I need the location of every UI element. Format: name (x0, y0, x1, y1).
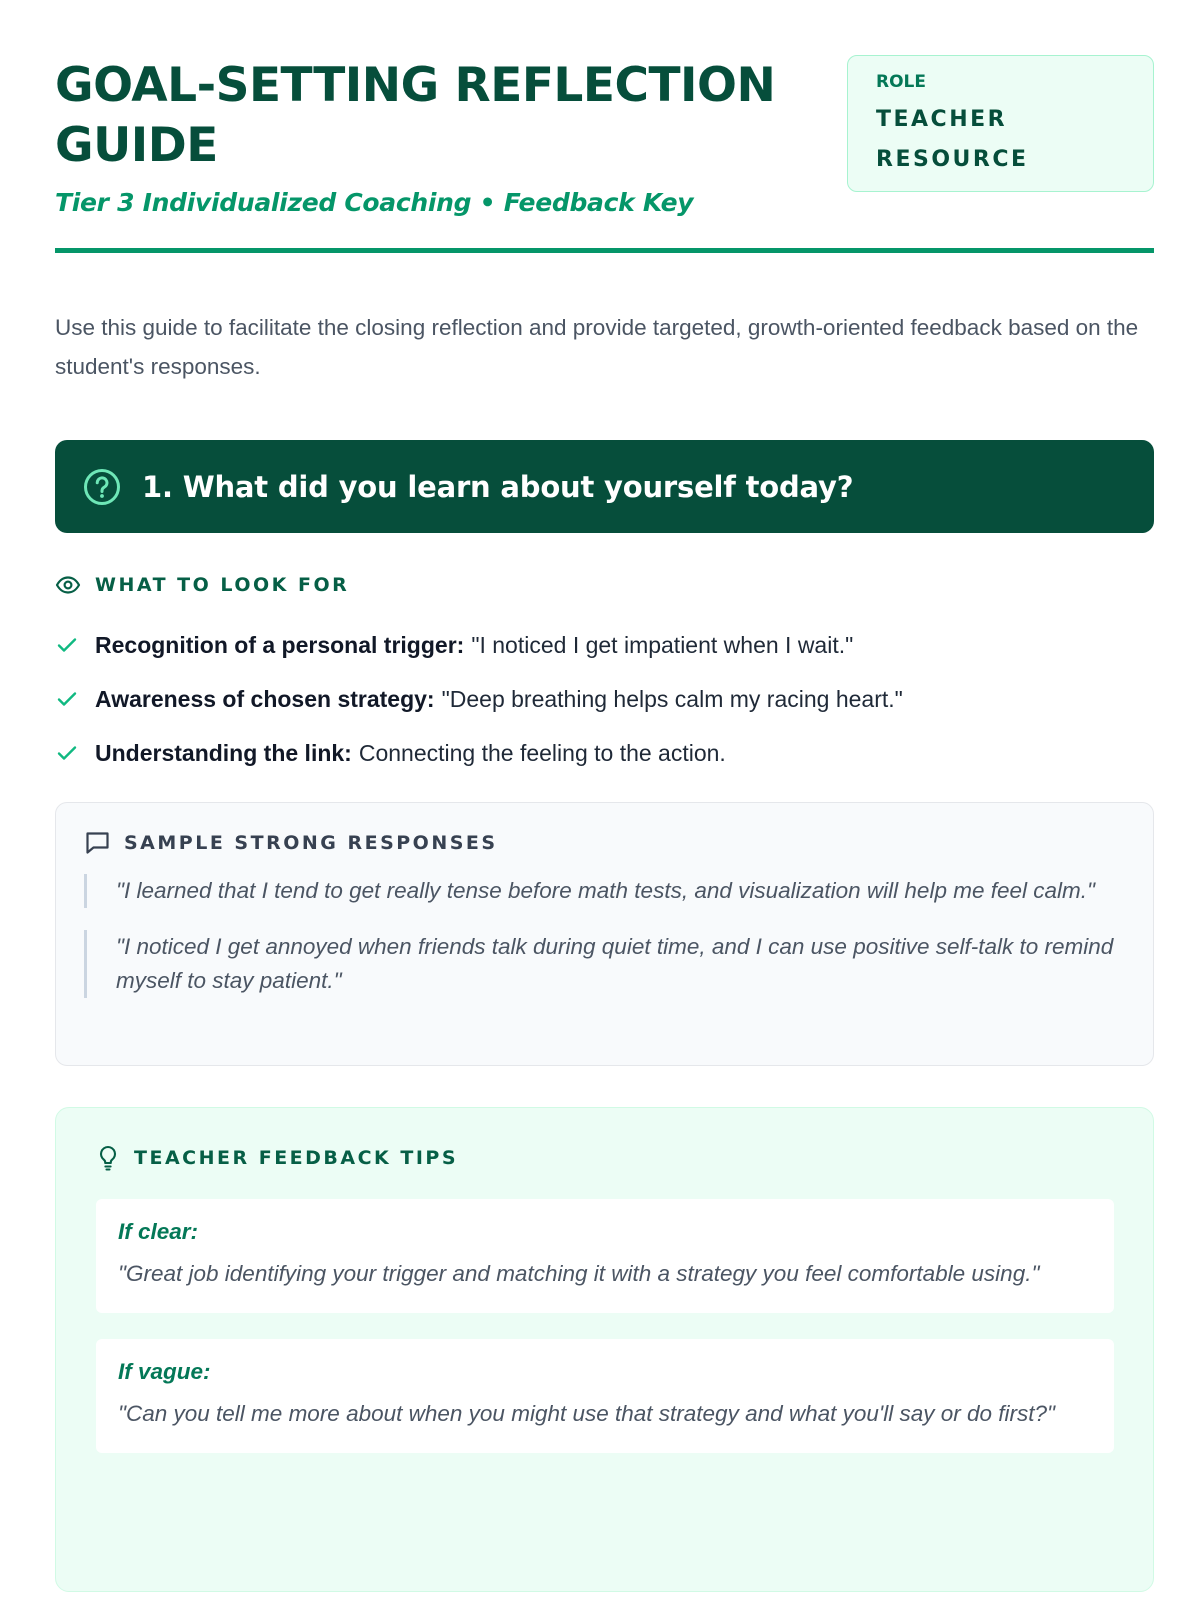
role-badge (847, 55, 1154, 192)
header-divider (55, 248, 1154, 253)
role-value: TEACHER RESOURCE (876, 107, 1029, 172)
page-title: GOAL-SETTING REFLECTION GUIDE (55, 58, 776, 173)
sample-responses-panel (55, 802, 1154, 1066)
checkmark-icon (55, 633, 79, 657)
tip-label: If vague: (118, 1359, 211, 1384)
checkmark-icon (55, 687, 79, 711)
question-circle-icon (82, 467, 122, 507)
tips-heading (96, 1144, 1113, 1172)
look-for-heading (55, 574, 349, 596)
question-text: 1. What did you learn about yourself today? (142, 469, 854, 504)
sample-quote: "I learned that I tend to get really tense before math tests, and visualization will help me feel calm." (84, 874, 1124, 908)
samples-heading (84, 829, 1125, 856)
tip-text: "Can you tell me more about when you might use that strategy and what you'll say or do first?" (118, 1401, 1056, 1426)
role-label: ROLE (876, 72, 926, 92)
list-item-text: "I noticed I get impatient when I wait." (471, 631, 854, 658)
samples-heading-text: SAMPLE STRONG RESPONSES (124, 831, 498, 854)
page-subtitle: Tier 3 Individualized Coaching • Feedback Key (55, 188, 694, 217)
intro-text: Use this guide to facilitate the closing reflection and provide targeted, growth-oriented feedback based on the student's responses. (55, 315, 1139, 379)
tip-card-vague (96, 1339, 1114, 1453)
list-item-text: "Deep breathing helps calm my racing heart." (441, 685, 903, 712)
list-item-text: Connecting the feeling to the action. (358, 739, 726, 766)
look-for-list (55, 618, 1154, 780)
feedback-tips-panel (55, 1107, 1154, 1592)
list-item-label: Recognition of a personal trigger: (95, 631, 465, 658)
speech-bubble-icon (84, 829, 111, 856)
page-header (55, 56, 1154, 217)
question-banner (55, 440, 1154, 533)
sample-quote: "I noticed I get annoyed when friends talk during quiet time, and I can use positive self-talk to remind myself to stay patient." (84, 930, 1124, 998)
eye-icon (55, 574, 81, 596)
tip-card-clear (96, 1199, 1114, 1313)
tip-text: "Great job identifying your trigger and matching it with a strategy you feel comfortable using." (118, 1261, 1040, 1286)
list-item-label: Understanding the link: (95, 739, 352, 766)
tips-heading-text: TEACHER FEEDBACK TIPS (134, 1147, 459, 1169)
checkmark-icon (55, 741, 79, 765)
list-item (55, 726, 1154, 780)
look-for-heading-text: WHAT TO LOOK FOR (95, 574, 350, 596)
list-item-label: Awareness of chosen strategy: (95, 685, 435, 712)
list-item (55, 672, 1154, 726)
list-item (55, 618, 1154, 672)
lightbulb-icon (96, 1144, 120, 1172)
tip-label: If clear: (118, 1219, 199, 1244)
